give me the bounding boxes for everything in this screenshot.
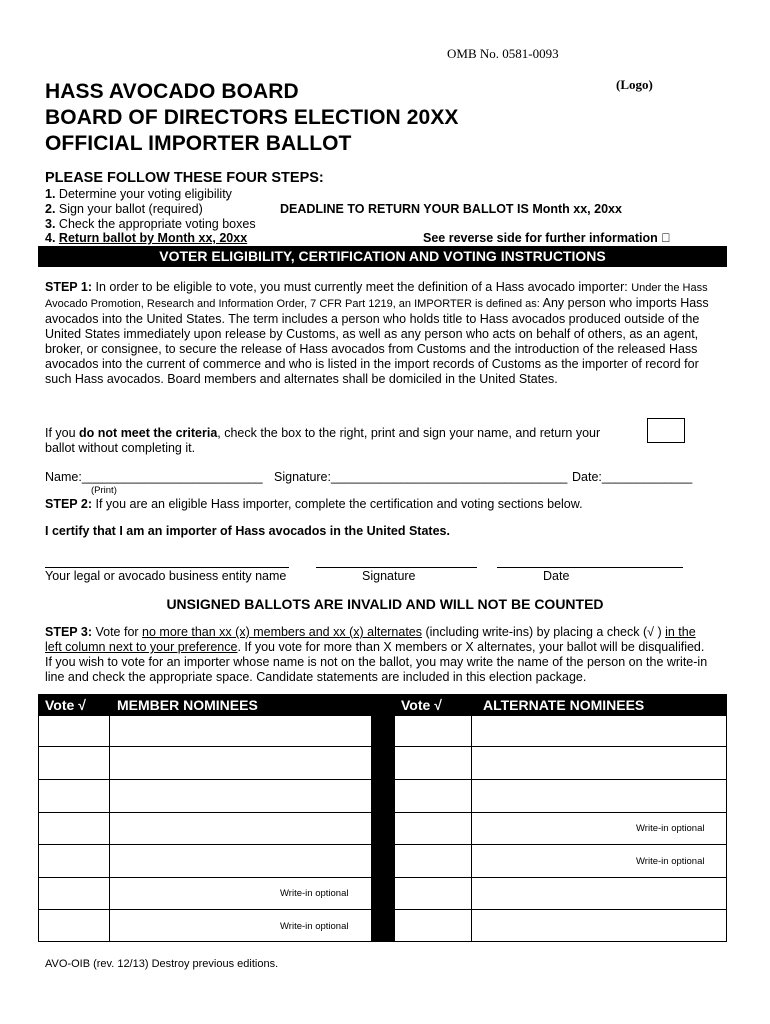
alternate-row-divider bbox=[395, 877, 726, 878]
certification-statement: I certify that I am an importer of Hass avocados in the United States. bbox=[45, 524, 450, 538]
member-row-divider bbox=[39, 844, 371, 845]
deadline-notice: DEADLINE TO RETURN YOUR BALLOT IS Month xx, 20xx bbox=[280, 202, 622, 216]
entity-name-label: Your legal or avocado business entity name bbox=[45, 569, 287, 583]
date-field[interactable]: Date:_____________ bbox=[572, 470, 693, 484]
instructions-banner: VOTER ELIGIBILITY, CERTIFICATION AND VOTING INSTRUCTIONS bbox=[38, 246, 727, 267]
member-table-header bbox=[39, 695, 371, 716]
form-footer: AVO-OIB (rev. 12/13) Destroy previous editions. bbox=[45, 958, 279, 970]
nominee-table bbox=[38, 694, 727, 942]
member-vote-column-line bbox=[109, 716, 110, 941]
alternate-row-divider bbox=[395, 746, 726, 747]
alternate-vote-column-line bbox=[471, 716, 472, 941]
column-divider bbox=[371, 695, 395, 941]
cert-date-line[interactable] bbox=[497, 566, 683, 568]
member-nominees-header: MEMBER NOMINEES bbox=[117, 697, 258, 713]
print-name-field[interactable]: Name:__________________________ bbox=[45, 470, 263, 484]
print-label: (Print) bbox=[91, 485, 117, 496]
reverse-side-note: See reverse side for further information   bbox=[423, 231, 671, 245]
criteria-paragraph: If you do not meet the criteria, check the box to the right, print and sign your name, and return your ballot without completing it. bbox=[45, 426, 601, 455]
member-row-divider bbox=[39, 877, 371, 878]
signature-field[interactable]: Signature:__________________________________ bbox=[274, 470, 568, 484]
member-row-divider bbox=[39, 746, 371, 747]
not-eligible-checkbox[interactable] bbox=[647, 418, 685, 443]
alternate-table-header bbox=[395, 695, 726, 716]
step-item-3: 3. Check the appropriate voting boxes bbox=[45, 217, 256, 231]
step-item-4: 4. Return ballot by Month xx, 20xx bbox=[45, 231, 248, 245]
alternate-vote-header: Vote √ bbox=[401, 697, 442, 713]
title-line-1: HASS AVOCADO BOARD bbox=[45, 80, 299, 103]
member-write-in-label[interactable]: Write-in optional bbox=[280, 921, 349, 932]
alternate-nominees-header: ALTERNATE NOMINEES bbox=[483, 697, 645, 713]
title-line-3: OFFICIAL IMPORTER BALLOT bbox=[45, 132, 352, 155]
alternate-row-divider bbox=[395, 844, 726, 845]
alternate-write-in-label[interactable]: Write-in optional bbox=[636, 856, 705, 867]
member-row-divider bbox=[39, 812, 371, 813]
step-item-1: 1. Determine your voting eligibility bbox=[45, 187, 232, 201]
step2-paragraph: STEP 2: If you are an eligible Hass importer, complete the certification and voting sections below. bbox=[45, 497, 583, 511]
alternate-row-divider bbox=[395, 909, 726, 910]
unsigned-warning: UNSIGNED BALLOTS ARE INVALID AND WILL NOT BE COUNTED bbox=[166, 596, 604, 612]
cert-signature-label: Signature bbox=[362, 569, 416, 583]
alternate-row-divider bbox=[395, 812, 726, 813]
logo-placeholder: (Logo) bbox=[616, 77, 653, 92]
alternate-row-divider bbox=[395, 779, 726, 780]
member-write-in-label[interactable]: Write-in optional bbox=[280, 888, 349, 899]
alternate-write-in-label[interactable]: Write-in optional bbox=[636, 823, 705, 834]
entity-name-line[interactable] bbox=[45, 566, 289, 568]
step-item-2: 2. Sign your ballot (required) bbox=[45, 202, 203, 216]
member-row-divider bbox=[39, 779, 371, 780]
cert-date-label: Date bbox=[543, 569, 570, 583]
member-row-divider bbox=[39, 909, 371, 910]
member-vote-header: Vote √ bbox=[45, 697, 86, 713]
steps-heading: PLEASE FOLLOW THESE FOUR STEPS: bbox=[45, 170, 324, 186]
step1-paragraph: STEP 1: In order to be eligible to vote, you must currently meet the definition of a Hass avocado importer: Under the Hass Avocado Promotion, Research and Information Order, 7 CFR Part 1219, an IMPORTER is defined as: Any person who imports Hass avocados into the United States. The term includes a person who holds title to Hass avocados produced outside of the United States immediately upon release by Customs, as well as any person who acts on behalf of others, as an agent, broker, or consignee, to secure the release of Hass avocados from Customs and the introduction of the released Hass avocados into the current of commerce and who is listed in the import records of Customs as the importer of record for such Hass avocados. Board members and alternates shall be domiciled in the United States. bbox=[45, 280, 709, 386]
cert-signature-line[interactable] bbox=[316, 566, 477, 568]
omb-number: OMB No. 0581-0093 bbox=[447, 46, 559, 61]
title-line-2: BOARD OF DIRECTORS ELECTION 20XX bbox=[45, 106, 459, 129]
step3-paragraph: STEP 3: Vote for no more than xx (x) members and xx (x) alternates (including write-ins) by placing a check (√ ) in the left column next to your preference. If you vote for more than X members or X alternates, your ballot will be disqualified. If you wish to vote for an importer whose name is not on the ballot, you may write the name of the person on the write-in line and check the appropriate space. Candidate statements are included in this election package. bbox=[45, 625, 708, 684]
